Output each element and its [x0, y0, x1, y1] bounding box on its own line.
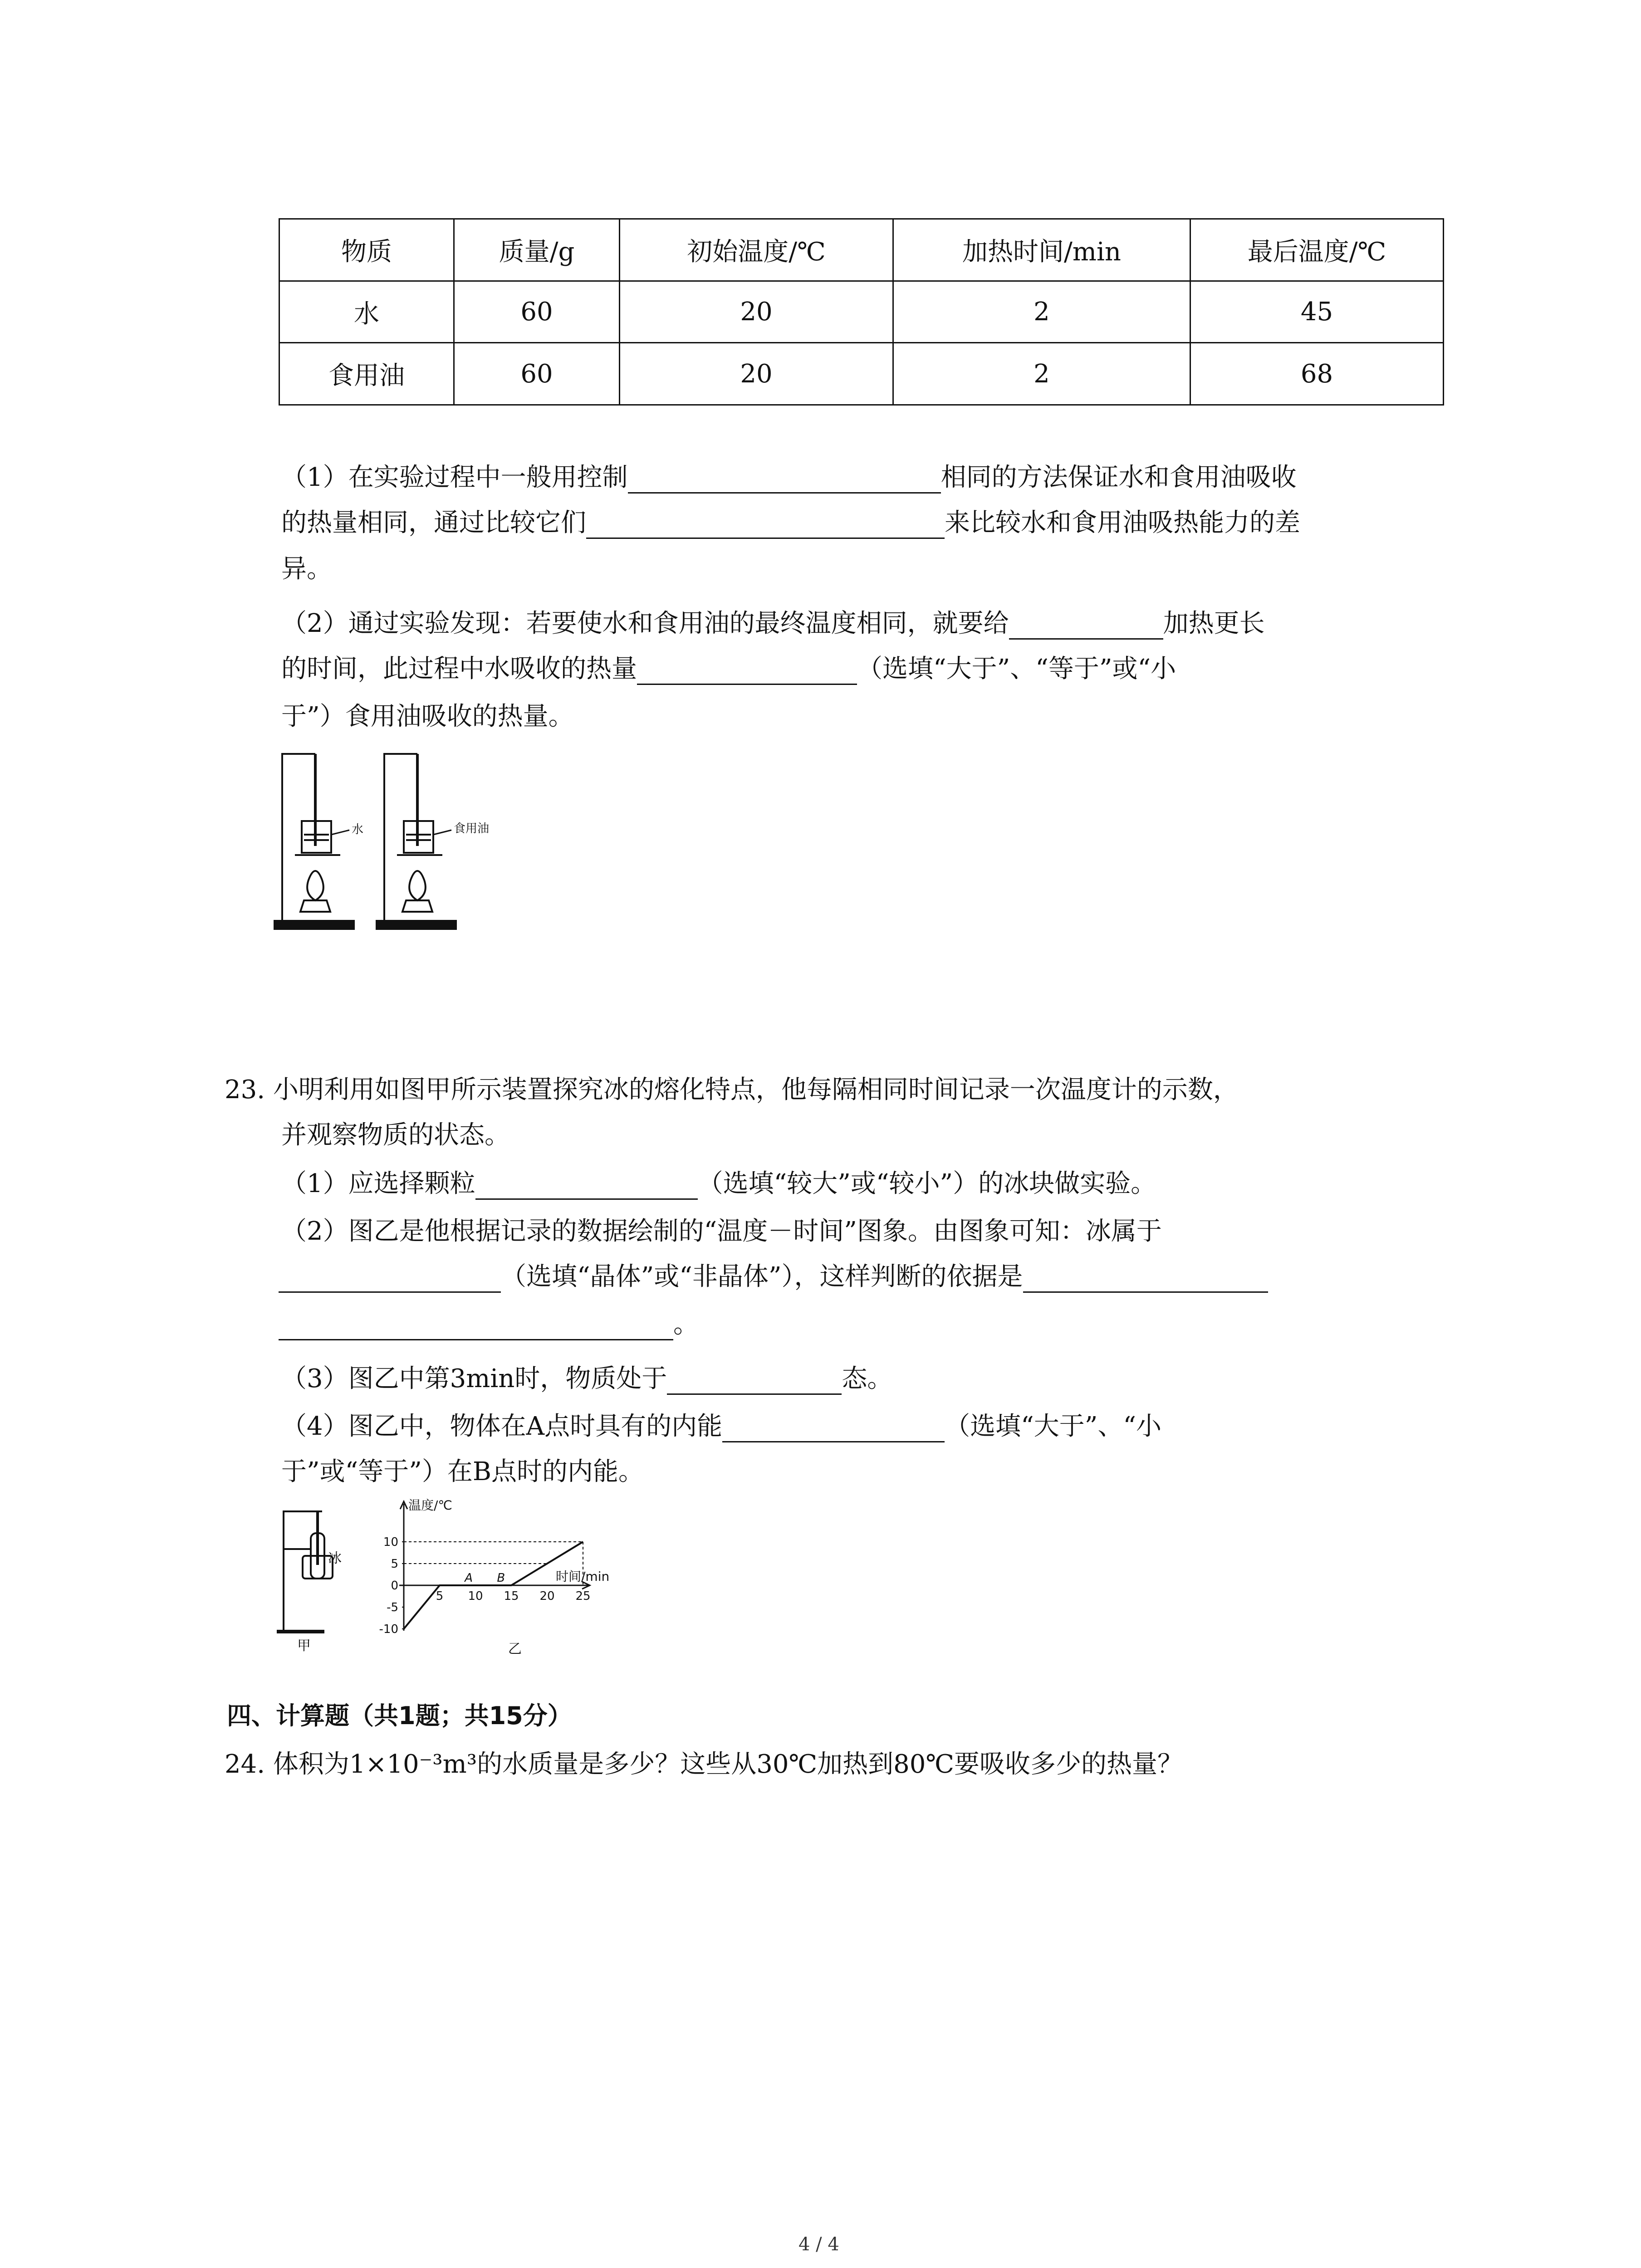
table-cell: 2 [893, 343, 1190, 405]
q23-part2-line3 [279, 1309, 699, 1340]
table-cell: 68 [1190, 343, 1444, 405]
q23-part2-line2 [279, 1261, 1268, 1293]
x-tick-label: 25 [575, 1589, 591, 1603]
table-row [279, 281, 1444, 343]
text-segment: （选填“较大”或“较小”）的冰块做实验。 [697, 1169, 1156, 1198]
text-segment: 来比较水和食用油吸热能力的差 [945, 508, 1300, 538]
q23-stem-line1: 23. 小明利用如图甲所示装置探究冰的熔化特点，他每隔相同时间记录一次温度计的示数， [225, 1075, 1239, 1105]
label-oil: 食用油 [454, 822, 490, 836]
text-segment: （1）在实验过程中一般用控制 [281, 463, 628, 492]
table-header-cell: 初始温度/℃ [620, 219, 893, 281]
text-segment: 态。 [842, 1364, 893, 1393]
x-tick-label: 20 [539, 1589, 555, 1603]
table-header-row [279, 219, 1444, 281]
q23-part4-line2: 于”或“等于”）在B点时的内能。 [281, 1457, 644, 1486]
answer-blank[interactable] [586, 513, 945, 539]
text-segment: （1）应选择颗粒 [281, 1169, 475, 1198]
text-segment: 的热量相同，通过比较它们 [281, 508, 586, 538]
answer-blank[interactable] [279, 1315, 673, 1340]
x-axis-label: 时间/min [556, 1569, 610, 1584]
text-segment: （3）图乙中第3min时，物质处于 [281, 1364, 667, 1393]
table-cell: 20 [620, 343, 893, 405]
y-tick-label: 5 [391, 1557, 398, 1571]
heating-apparatus-figure [272, 744, 526, 934]
text-segment: 加热更长 [1163, 609, 1265, 638]
table-cell: 60 [454, 343, 620, 405]
answer-blank[interactable] [628, 468, 941, 494]
table-header-cell: 物质 [279, 219, 454, 281]
text-segment: 的时间，此过程中水吸收的热量 [281, 654, 637, 684]
x-tick-label: 5 [436, 1589, 444, 1603]
text-segment: 相同的方法保证水和食用油吸收 [941, 463, 1297, 492]
table-cell: 20 [620, 281, 893, 343]
q24-text: 24. 体积为1×10⁻³m³的水质量是多少？这些从30℃加热到80℃要吸收多少的热量？ [225, 1750, 1183, 1779]
q23-stem-line2: 并观察物质的状态。 [281, 1120, 510, 1150]
section-title: 四、计算题（共1题；共15分） [227, 1701, 572, 1730]
text-segment: （2）通过实验发现：若要使水和食用油的最终温度相同，就要给 [281, 609, 1009, 638]
text-segment: （选填“大于”、“小 [945, 1412, 1161, 1441]
y-tick-label: -10 [379, 1623, 398, 1636]
figure-yi-caption: 乙 [508, 1641, 522, 1657]
x-tick-label: 10 [468, 1589, 483, 1603]
q22-part1-line3: 异。 [281, 554, 332, 584]
answer-blank[interactable] [279, 1267, 501, 1293]
answer-blank[interactable] [475, 1174, 698, 1200]
q23-part3 [281, 1363, 892, 1395]
table-header-cell: 质量/g [454, 219, 620, 281]
table-header-cell: 加热时间/min [893, 219, 1190, 281]
q23-part4-line1 [281, 1411, 1161, 1442]
text-segment: 。 [673, 1310, 699, 1339]
figure-jia-caption: 甲 [297, 1638, 311, 1654]
q22-part2-line3: 于”）食用油吸收的热量。 [281, 702, 574, 731]
answer-blank[interactable] [1009, 614, 1163, 640]
label-water: 水 [352, 823, 364, 836]
q22-part2-line1 [281, 608, 1265, 640]
table-cell: 食用油 [279, 343, 454, 405]
answer-blank[interactable] [722, 1417, 945, 1442]
y-tick-label: 10 [383, 1535, 398, 1549]
label-ice: 冰 [328, 1550, 342, 1566]
q23-part1 [281, 1168, 1156, 1200]
x-tick-label: 15 [504, 1589, 519, 1603]
table-header-cell: 最后温度/℃ [1190, 219, 1444, 281]
table-cell: 60 [454, 281, 620, 343]
page-number: 4 / 4 [798, 2234, 839, 2255]
table-row [279, 343, 1444, 405]
q22-part1-line1 [281, 462, 1297, 494]
y-tick-label: 0 [391, 1579, 398, 1593]
y-tick-label: -5 [387, 1601, 398, 1614]
table-cell: 45 [1190, 281, 1444, 343]
y-axis-label: 温度/℃ [408, 1498, 452, 1513]
point-label-b: B [497, 1571, 505, 1585]
q22-part1-line2 [281, 507, 1300, 539]
table-cell: 2 [893, 281, 1190, 343]
q22-part2-line2 [281, 653, 1176, 685]
answer-blank[interactable] [637, 659, 857, 685]
table-cell: 水 [279, 281, 454, 343]
q23-part2-line1: （2）图乙是他根据记录的数据绘制的“温度－时间”图象。由图象可知：冰属于 [281, 1217, 1162, 1246]
answer-blank[interactable] [667, 1369, 842, 1395]
text-segment: （4）图乙中，物体在A点时具有的内能 [281, 1412, 723, 1441]
text-segment: （选填“大于”、“等于”或“小 [857, 654, 1176, 684]
temperature-time-chart [372, 1497, 653, 1660]
point-label-a: A [465, 1571, 473, 1585]
text-segment: （选填“晶体”或“非晶体”），这样判断的依据是 [501, 1262, 1023, 1291]
data-table [279, 218, 1444, 406]
ice-apparatus-figure [274, 1506, 365, 1656]
answer-blank[interactable] [1023, 1267, 1268, 1293]
